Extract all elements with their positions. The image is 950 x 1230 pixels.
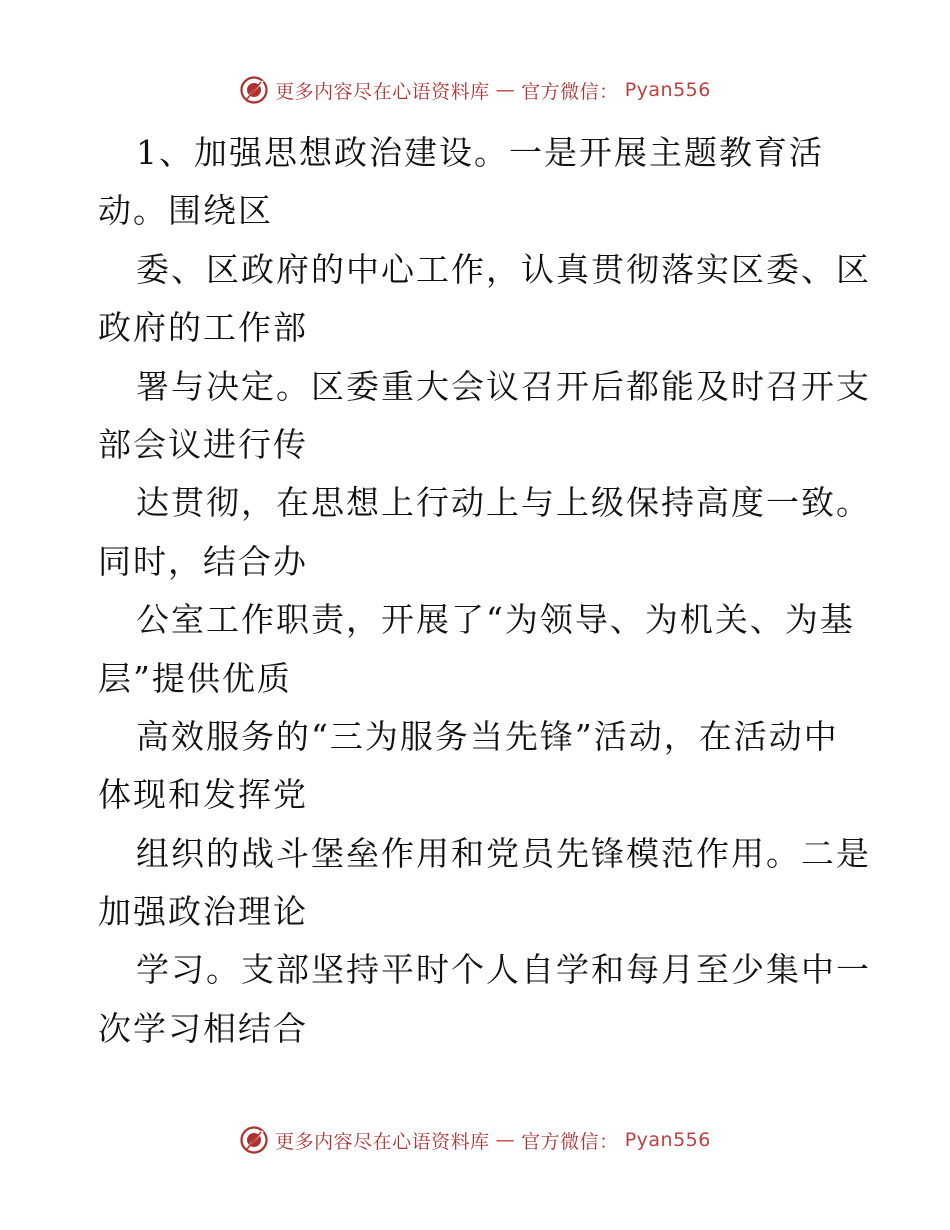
banner-separator: —	[495, 1129, 516, 1151]
banner-text: 更多内容尽在心语资料库	[275, 80, 490, 103]
text-line: 1、加强思想政治建设。一是开展主题教育活	[136, 133, 824, 172]
quill-seal-icon	[239, 1125, 269, 1155]
text-line: 加强政治理论	[98, 892, 308, 932]
text-line: 部会议进行传	[98, 424, 308, 464]
text-line: 体现和发挥党	[98, 775, 308, 815]
quill-seal-icon	[239, 75, 269, 105]
text-line: 层”提供优质	[98, 658, 292, 698]
text-line: 次学习相结合	[98, 1008, 308, 1048]
document-body	[98, 124, 871, 1058]
header-banner	[0, 72, 950, 108]
banner-wechat-label: 官方微信：	[521, 80, 619, 103]
text-line: 委、区政府的中心工作，认真贯彻落实区委、区	[136, 249, 871, 289]
banner-wechat-id: Pyan556	[624, 1129, 711, 1151]
text-line: 动。围绕区	[98, 191, 273, 231]
text-line: 达贯彻，在思想上行动上与上级保持高度一致。	[136, 483, 871, 523]
banner-wechat-id: Pyan556	[624, 79, 711, 101]
text-line: 署与决定。区委重大会议召开后都能及时召开支	[136, 366, 871, 406]
text-line: 组织的战斗堡垒作用和党员先锋模范作用。二是	[136, 833, 871, 873]
footer-banner	[0, 1122, 950, 1158]
text-line: 公室工作职责，开展了“为领导、为机关、为基	[136, 600, 855, 640]
text-line: 高效服务的“三为服务当先锋”活动，在活动中	[136, 716, 839, 756]
text-line: 同时，结合办	[98, 541, 308, 581]
text-line: 政府的工作部	[98, 308, 308, 348]
banner-wechat-label: 官方微信：	[521, 1130, 619, 1153]
banner-text: 更多内容尽在心语资料库	[275, 1130, 490, 1153]
banner-separator: —	[495, 79, 516, 101]
text-line: 学习。支部坚持平时个人自学和每月至少集中一	[136, 950, 871, 990]
